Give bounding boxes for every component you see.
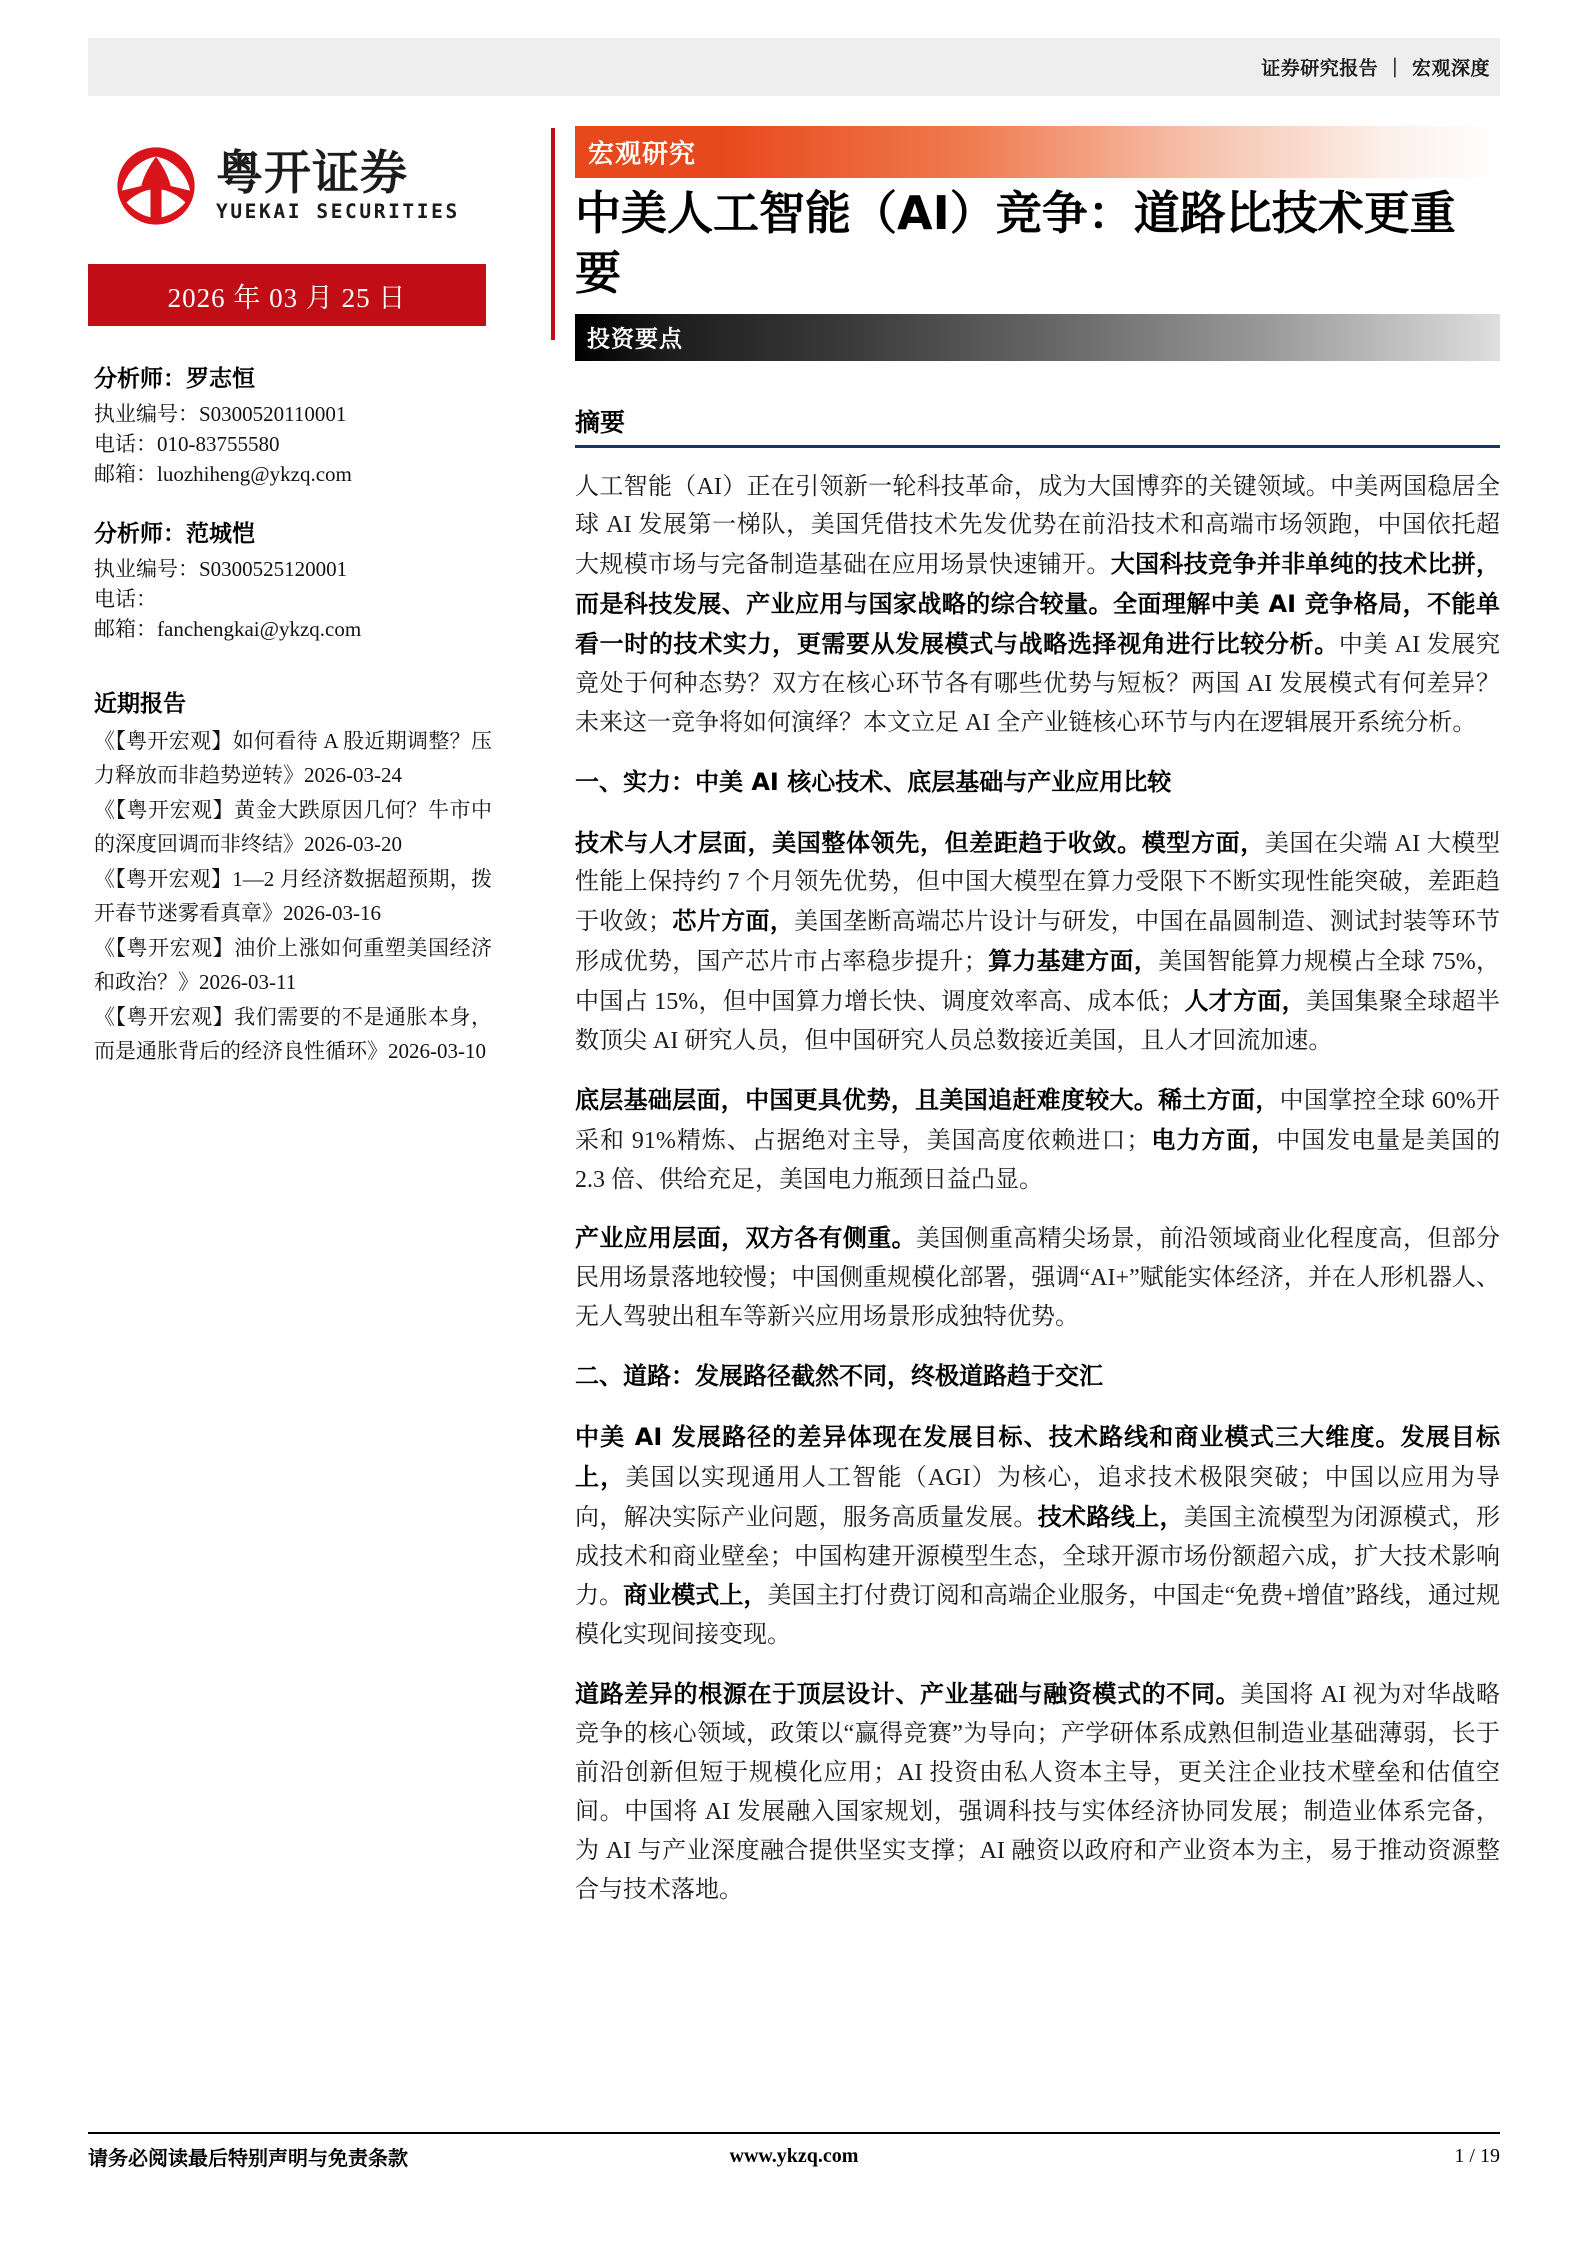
analyst-email[interactable]: 邮箱：fanchengkai@ykzq.com xyxy=(94,617,362,642)
investment-points-banner xyxy=(575,314,1500,361)
analyst-phone: 电话：010-83755580 xyxy=(94,431,280,456)
text-run: 美国智能算力规模占全球 75%，中国占 15%，但中国算力增长快、调度效率高、成本低； xyxy=(575,949,1501,1016)
category-banner xyxy=(575,126,1500,178)
emphasis-run: 中美 AI 发展路径的差异体现在发展目标、技术路线和商业模式三大维度。发展目标上， xyxy=(575,1422,1500,1491)
emphasis-run: 商业模式上， xyxy=(623,1581,768,1610)
text-run: 人工智能（AI）正在引领新一轮科技革命，成为大国博弈的关键领域。中美两国稳居全球 AI 发展第一梯队，美国凭借技术先发优势在前沿技术和高端市场领跑，中国依托超大规模市场与完备制造基础在应用场景快速铺开。 xyxy=(575,473,1500,579)
brand-name-en: YUEKAI SECURITIES xyxy=(216,200,460,224)
category-label: 宏观研究 xyxy=(588,139,697,170)
emphasis-run: 电力方面， xyxy=(1150,1125,1277,1154)
emphasis-run: 大国科技竞争并非单纯的技术比拼，而是科技发展、产业应用与国家战略的综合较量。全面理解中美 AI 竞争格局，不能单看一时的技术实力，更需要从发展模式与战略选择视角进行比较分析。 xyxy=(575,550,1501,659)
recent-report-item[interactable]: 《【粤开宏观】黄金大跌原因几何？牛市中的深度回调而非终结》2026-03-20 xyxy=(94,797,492,856)
recent-reports xyxy=(88,685,492,1068)
analyst-block xyxy=(88,515,518,644)
emphasis-run: 芯片方面， xyxy=(672,907,795,936)
abstract-paragraph xyxy=(575,1081,1500,1200)
recent-report-item[interactable]: 《【粤开宏观】1—2 月经济数据超预期，拨开春节迷雾看真章》2026-03-16 xyxy=(94,866,492,925)
text-run: 美国以实现通用人工智能（AGI）为核心，追求技术极限突破；中国以应用为导向，解决实际产业问题，服务高质量发展。 xyxy=(575,1464,1500,1531)
analyst-phone: 电话： xyxy=(94,587,157,612)
footer-divider xyxy=(88,2132,1500,2134)
abstract-paragraph xyxy=(575,1418,1500,1655)
text-run: 美国将 AI 视为对华战略竞争的核心领域，政策以“赢得竞赛”为导向；产学研体系成熟但制造业基础薄弱，长于前沿创新但短于规模化应用；AI 投资由私人资本主导，更关注企业技术壁垒和估值空间。中国将 AI 发展融入国家规划，强调科技与实体经济协同发展；制造业体系完备，为 AI 与产业深度融合提供坚实支撑；AI 融资以政府和产业资本为主，易于推动资源整合与技术落地。 xyxy=(575,1682,1501,1903)
brand-logo xyxy=(88,118,518,242)
analyst-block xyxy=(88,360,518,489)
emphasis-run: 底层基础层面，中国更具优势，且美国追赶难度较大。稀土方面， xyxy=(575,1085,1280,1114)
abstract-heading: 摘要 xyxy=(575,403,1500,448)
abstract-paragraph xyxy=(575,468,1500,743)
text-run: 美国主打付费订阅和高端企业服务，中国走“免费+增值”路线，通过规模化实现间接变现。 xyxy=(575,1583,1501,1649)
brand-wordmark xyxy=(216,146,460,224)
abstract-paragraph xyxy=(575,824,1500,1061)
page-title: 中美人工智能（AI）竞争：道路比技术更重要 xyxy=(575,186,1456,300)
footer-disclaimer: 请务必阅读最后特别声明与免责条款 xyxy=(88,2146,408,2170)
text-run: 中美 AI 发展究竟处于何种态势？双方在核心环节各有哪些优势与短板？两国 AI 发展模式有何差异？未来这一竞争将如何演绎？本文立足 AI 全产业链核心环节与内在逻辑展开系统分析。 xyxy=(575,632,1501,736)
footer-website[interactable]: www.ykzq.com xyxy=(729,2145,859,2167)
emphasis-run: 技术与人才层面，美国整体领先，但差距趋于收敛。模型方面， xyxy=(575,828,1265,857)
abstract-paragraph xyxy=(575,1219,1500,1337)
text-run: 美国垄断高端芯片设计与研发，中国在晶圆制造、测试封装等环节形成优势，国产芯片市占率稳步提升； xyxy=(575,909,1501,976)
section-heading xyxy=(575,1357,1500,1396)
emphasis-run: 二、道路：发展路径截然不同，终极道路趋于交汇 xyxy=(575,1362,1103,1391)
analyst-license: 执业编号：S0300520110001 xyxy=(94,402,347,426)
emphasis-run: 技术路线上， xyxy=(1037,1502,1184,1531)
text-run: 美国主流模型为闭源模式，形成技术和商业壁垒；中国构建开源模型生态，全球开源市场份额超六成，扩大技术影响力。 xyxy=(575,1504,1501,1610)
recent-report-item[interactable]: 《【粤开宏观】我们需要的不是通胀本身，而是通胀背后的经济良性循环》2026-03-10 xyxy=(94,1005,492,1064)
column-divider xyxy=(551,128,555,340)
emphasis-run: 道路差异的根源在于顶层设计、产业基础与融资模式的不同。 xyxy=(575,1680,1241,1709)
text-run: 中国掌控全球 60%开采和 91%精炼、占据绝对主导，美国高度依赖进口； xyxy=(575,1087,1500,1154)
brand-name-cn: 粤开证券 xyxy=(216,146,408,202)
abstract-paragraph xyxy=(575,1675,1500,1909)
recent-report-item[interactable]: 《【粤开宏观】油价上涨如何重塑美国经济和政治？》2026-03-11 xyxy=(94,935,492,994)
investment-points-label: 投资要点 xyxy=(587,326,683,353)
emphasis-run: 算力基建方面， xyxy=(987,947,1159,976)
text-run: 美国在尖端 AI 大模型性能上保持约 7 个月领先优势，但中国大模型在算力受限下不断实现性能突破，差距趋于收敛； xyxy=(575,830,1501,936)
page-footer xyxy=(88,2142,1500,2171)
abstract-body xyxy=(575,468,1500,1910)
analyst-name: 分析师：范城恺 xyxy=(94,521,255,548)
footer-page-number: 1 / 19 xyxy=(1454,2145,1500,2167)
recent-reports-title: 近期报告 xyxy=(94,690,186,717)
header-band xyxy=(88,38,1500,96)
breadcrumb: 证券研究报告 ｜ 宏观深度 xyxy=(1261,57,1490,80)
yuekai-umbrella-logo-icon xyxy=(110,140,202,232)
main-content xyxy=(575,126,1500,1929)
analyst-list xyxy=(88,360,518,645)
emphasis-run: 一、实力：中美 AI 核心技术、底层基础与产业应用比较 xyxy=(575,767,1172,796)
recent-report-item[interactable]: 《【粤开宏观】如何看待 A 股近期调整？压力释放而非趋势逆转》2026-03-24 xyxy=(94,728,492,787)
analyst-name: 分析师：罗志恒 xyxy=(94,366,255,392)
text-run: 美国集聚全球超半数顶尖 AI 研究人员，但中国研究人员总数接近美国，且人才回流加速。 xyxy=(575,989,1501,1054)
emphasis-run: 人才方面， xyxy=(1184,987,1306,1016)
emphasis-run: 产业应用层面，双方各有侧重。 xyxy=(575,1224,916,1253)
text-run: 美国侧重高精尖场景，前沿领域商业化程度高，但部分民用场景落地较慢；中国侧重规模化部署，强调“AI+”赋能实体经济，并在人形机器人、无人驾驶出租车等新兴应用场景形成独特优势。 xyxy=(575,1226,1501,1331)
analyst-license: 执业编号：S0300525120001 xyxy=(94,557,348,582)
analyst-email[interactable]: 邮箱：luozhiheng@ykzq.com xyxy=(94,461,352,486)
sidebar xyxy=(88,118,518,1069)
text-run: 中国发电量是美国的 2.3 倍、供给充足，美国电力瓶颈日益凸显。 xyxy=(575,1127,1501,1193)
publication-date: 2026 年 03 月 25 日 xyxy=(88,264,486,326)
section-heading xyxy=(575,763,1500,802)
